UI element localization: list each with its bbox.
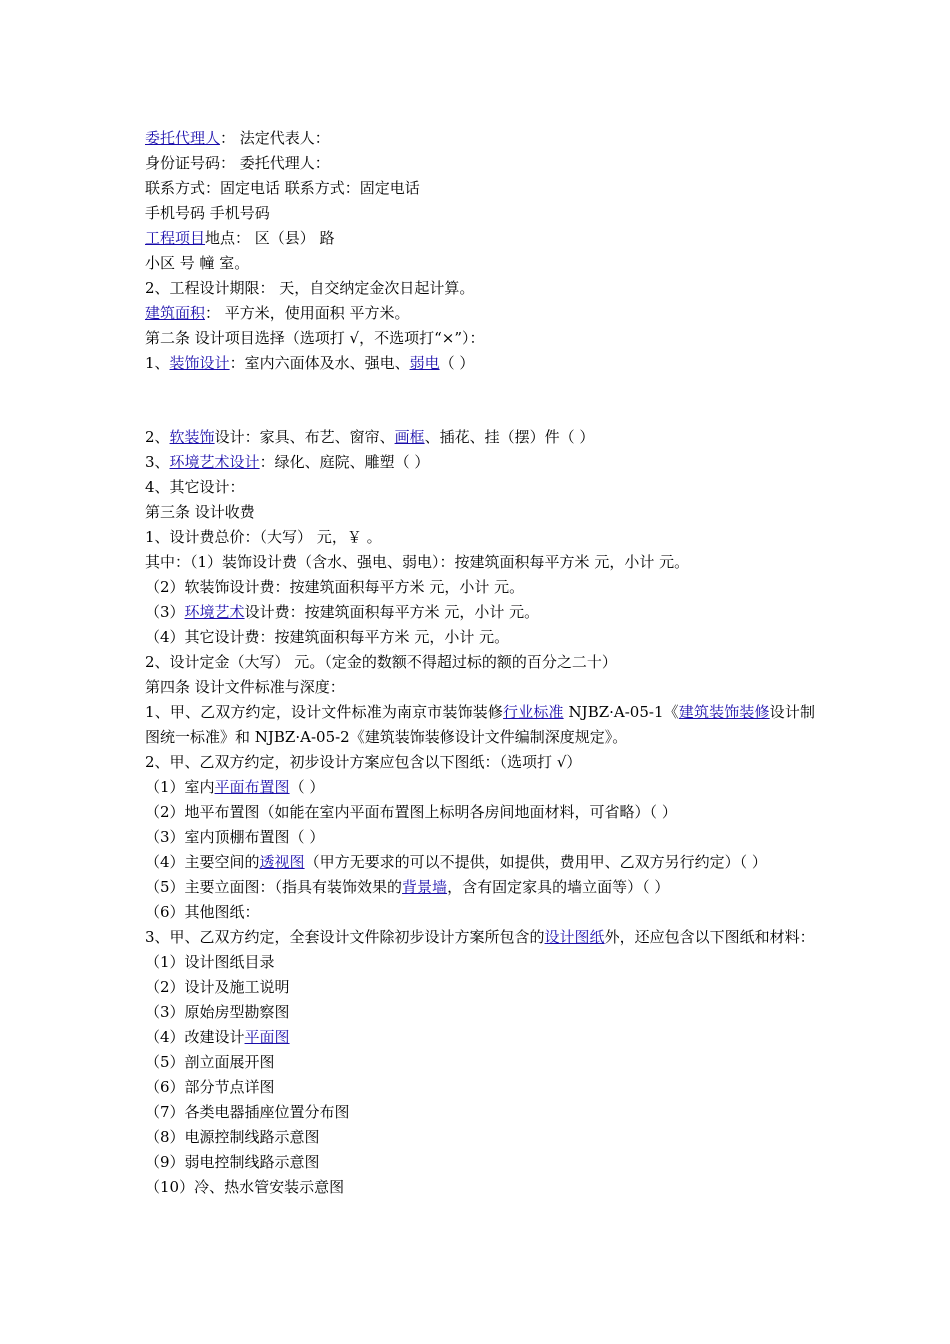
- text-link[interactable]: 弱电: [409, 354, 440, 372]
- text-segment: ： 平方米，使用面积 平方米。: [205, 304, 410, 322]
- text-line: [145, 276, 815, 301]
- text-segment: ，含有固定家具的墙立面等）（ ）: [447, 878, 670, 896]
- text-segment: 地点： 区（县） 路: [205, 229, 335, 247]
- text-link[interactable]: 建筑面积: [145, 304, 206, 322]
- document-body: [145, 126, 815, 1200]
- text-segment: （1）室内: [145, 778, 215, 796]
- text-segment: （9）弱电控制线路示意图: [145, 1153, 320, 1171]
- text-line: [145, 176, 815, 201]
- text-line: [145, 825, 815, 850]
- text-line: [145, 950, 815, 975]
- text-segment: （7）各类电器插座位置分布图: [145, 1103, 350, 1121]
- text-segment: 联系方式：固定电话 联系方式：固定电话: [145, 179, 420, 197]
- text-link[interactable]: 环境艺术设计: [169, 453, 260, 471]
- text-link[interactable]: 背景墙: [402, 878, 448, 896]
- text-segment: 1、: [145, 354, 170, 372]
- text-line: [145, 425, 815, 450]
- text-line: [145, 625, 815, 650]
- text-segment: 第四条 设计文件标准与深度：: [145, 678, 345, 696]
- text-segment: 3、甲、乙双方约定，全套设计文件除初步设计方案所包含的: [145, 928, 545, 946]
- text-line: [145, 1125, 815, 1150]
- text-segment: NJBZ·A-05-1《: [563, 703, 679, 721]
- text-segment: （6）其他图纸：: [145, 903, 260, 921]
- text-line: [145, 1025, 815, 1050]
- text-segment: ：绿化、庭院、雕塑（ ）: [259, 453, 430, 471]
- text-segment: ：室内六面体及水、强电、: [229, 354, 410, 372]
- text-line: [145, 925, 815, 950]
- text-segment: （1）设计图纸目录: [145, 953, 275, 971]
- text-segment: （5）剖立面展开图: [145, 1053, 275, 1071]
- text-line: [145, 975, 815, 1000]
- text-line: [145, 650, 815, 675]
- text-line: [145, 800, 815, 825]
- text-line: [145, 1050, 815, 1075]
- text-segment: 外，还应包含以下图纸和材料：: [604, 928, 815, 946]
- text-segment: 4、其它设计：: [145, 478, 245, 496]
- text-segment: 设计制图统一标准》和 NJBZ·A-05-2《建筑装饰装修设计文件编制深度规定》。: [145, 703, 815, 746]
- text-line: [145, 750, 815, 775]
- text-segment: 第三条 设计收费: [145, 503, 255, 521]
- text-line: [145, 850, 815, 875]
- text-line: [145, 675, 815, 700]
- text-segment: 其中：（1）装饰设计费（含水、强电、弱电）：按建筑面积每平方米 元，小计 元。: [145, 553, 690, 571]
- text-line: [145, 900, 815, 925]
- text-line: [145, 575, 815, 600]
- text-segment: 设计费：按建筑面积每平方米 元，小计 元。: [244, 603, 540, 621]
- text-segment: （4）改建设计: [145, 1028, 245, 1046]
- text-segment: （8）电源控制线路示意图: [145, 1128, 320, 1146]
- text-line: [145, 450, 815, 475]
- text-line: [145, 1100, 815, 1125]
- text-link[interactable]: 建筑装饰装修: [678, 703, 770, 721]
- text-segment: 3、: [145, 453, 170, 471]
- text-line: [145, 226, 815, 251]
- text-segment: （5）主要立面图：（指具有装饰效果的: [145, 878, 403, 896]
- text-line: [145, 351, 815, 376]
- text-segment: 手机号码 手机号码: [145, 204, 270, 222]
- text-line: [145, 151, 815, 176]
- text-link[interactable]: 装饰设计: [169, 354, 230, 372]
- text-line: [145, 1075, 815, 1100]
- text-segment: （甲方无要求的可以不提供，如提供，费用甲、乙双方另行约定）（ ）: [304, 853, 767, 871]
- text-link[interactable]: 软装饰: [169, 428, 215, 446]
- text-segment: 2、甲、乙双方约定，初步设计方案应包含以下图纸：（选项打 √）: [145, 753, 582, 771]
- text-link[interactable]: 工程项目: [145, 229, 206, 247]
- text-segment: 1、甲、乙双方约定，设计文件标准为南京市装饰装修: [145, 703, 504, 721]
- text-line: [145, 700, 815, 750]
- text-segment: 2、: [145, 428, 170, 446]
- text-line: [145, 326, 815, 351]
- text-segment: （ ）: [439, 354, 475, 372]
- text-link[interactable]: 行业标准: [503, 703, 564, 721]
- text-segment: 设计：家具、布艺、窗帘、: [214, 428, 395, 446]
- text-link[interactable]: 平面布置图: [214, 778, 290, 796]
- text-line: [145, 251, 815, 276]
- text-link[interactable]: 委托代理人: [145, 129, 221, 147]
- text-segment: 2、工程设计期限： 天，自交纳定金次日起计算。: [145, 279, 475, 297]
- blank-gap: [145, 376, 815, 425]
- text-segment: 第二条 设计项目选择（选项打 √，不选项打“×”）：: [145, 329, 485, 347]
- text-segment: （6）部分节点详图: [145, 1078, 275, 1096]
- text-segment: （4）主要空间的: [145, 853, 260, 871]
- text-segment: （3）: [145, 603, 185, 621]
- text-segment: ： 法定代表人：: [220, 129, 330, 147]
- text-segment: 身份证号码： 委托代理人：: [145, 154, 330, 172]
- text-segment: （2）软装饰设计费：按建筑面积每平方米 元，小计 元。: [145, 578, 525, 596]
- text-line: [145, 1000, 815, 1025]
- text-link[interactable]: 平面图: [244, 1028, 290, 1046]
- text-line: [145, 525, 815, 550]
- text-line: [145, 201, 815, 226]
- text-segment: （3）原始房型勘察图: [145, 1003, 290, 1021]
- text-link[interactable]: 设计图纸: [544, 928, 605, 946]
- text-segment: （4）其它设计费：按建筑面积每平方米 元，小计 元。: [145, 628, 510, 646]
- text-line: [145, 500, 815, 525]
- text-segment: 1、设计费总价：（大写） 元，￥ 。: [145, 528, 382, 546]
- text-segment: 小区 号 幢 室。: [145, 254, 250, 272]
- text-line: [145, 1175, 815, 1200]
- text-line: [145, 475, 815, 500]
- text-segment: （10）冷、热水管安装示意图: [145, 1178, 345, 1196]
- text-line: [145, 1150, 815, 1175]
- text-segment: （ ）: [289, 778, 325, 796]
- text-line: [145, 550, 815, 575]
- text-line: [145, 775, 815, 800]
- text-link[interactable]: 画框: [394, 428, 425, 446]
- text-segment: 、插花、挂（摆）件（ ）: [424, 428, 595, 446]
- text-line: [145, 600, 815, 625]
- text-link[interactable]: 透视图: [259, 853, 305, 871]
- text-segment: （2）地平布置图（如能在室内平面布置图上标明各房间地面材料，可省略）（ ）: [145, 803, 677, 821]
- text-link[interactable]: 环境艺术: [184, 603, 245, 621]
- text-line: [145, 875, 815, 900]
- text-line: [145, 301, 815, 326]
- text-segment: （2）设计及施工说明: [145, 978, 290, 996]
- text-segment: 2、设计定金（大写） 元。（定金的数额不得超过标的额的百分之二十）: [145, 653, 617, 671]
- text-line: [145, 126, 815, 151]
- text-segment: （3）室内顶棚布置图（ ）: [145, 828, 325, 846]
